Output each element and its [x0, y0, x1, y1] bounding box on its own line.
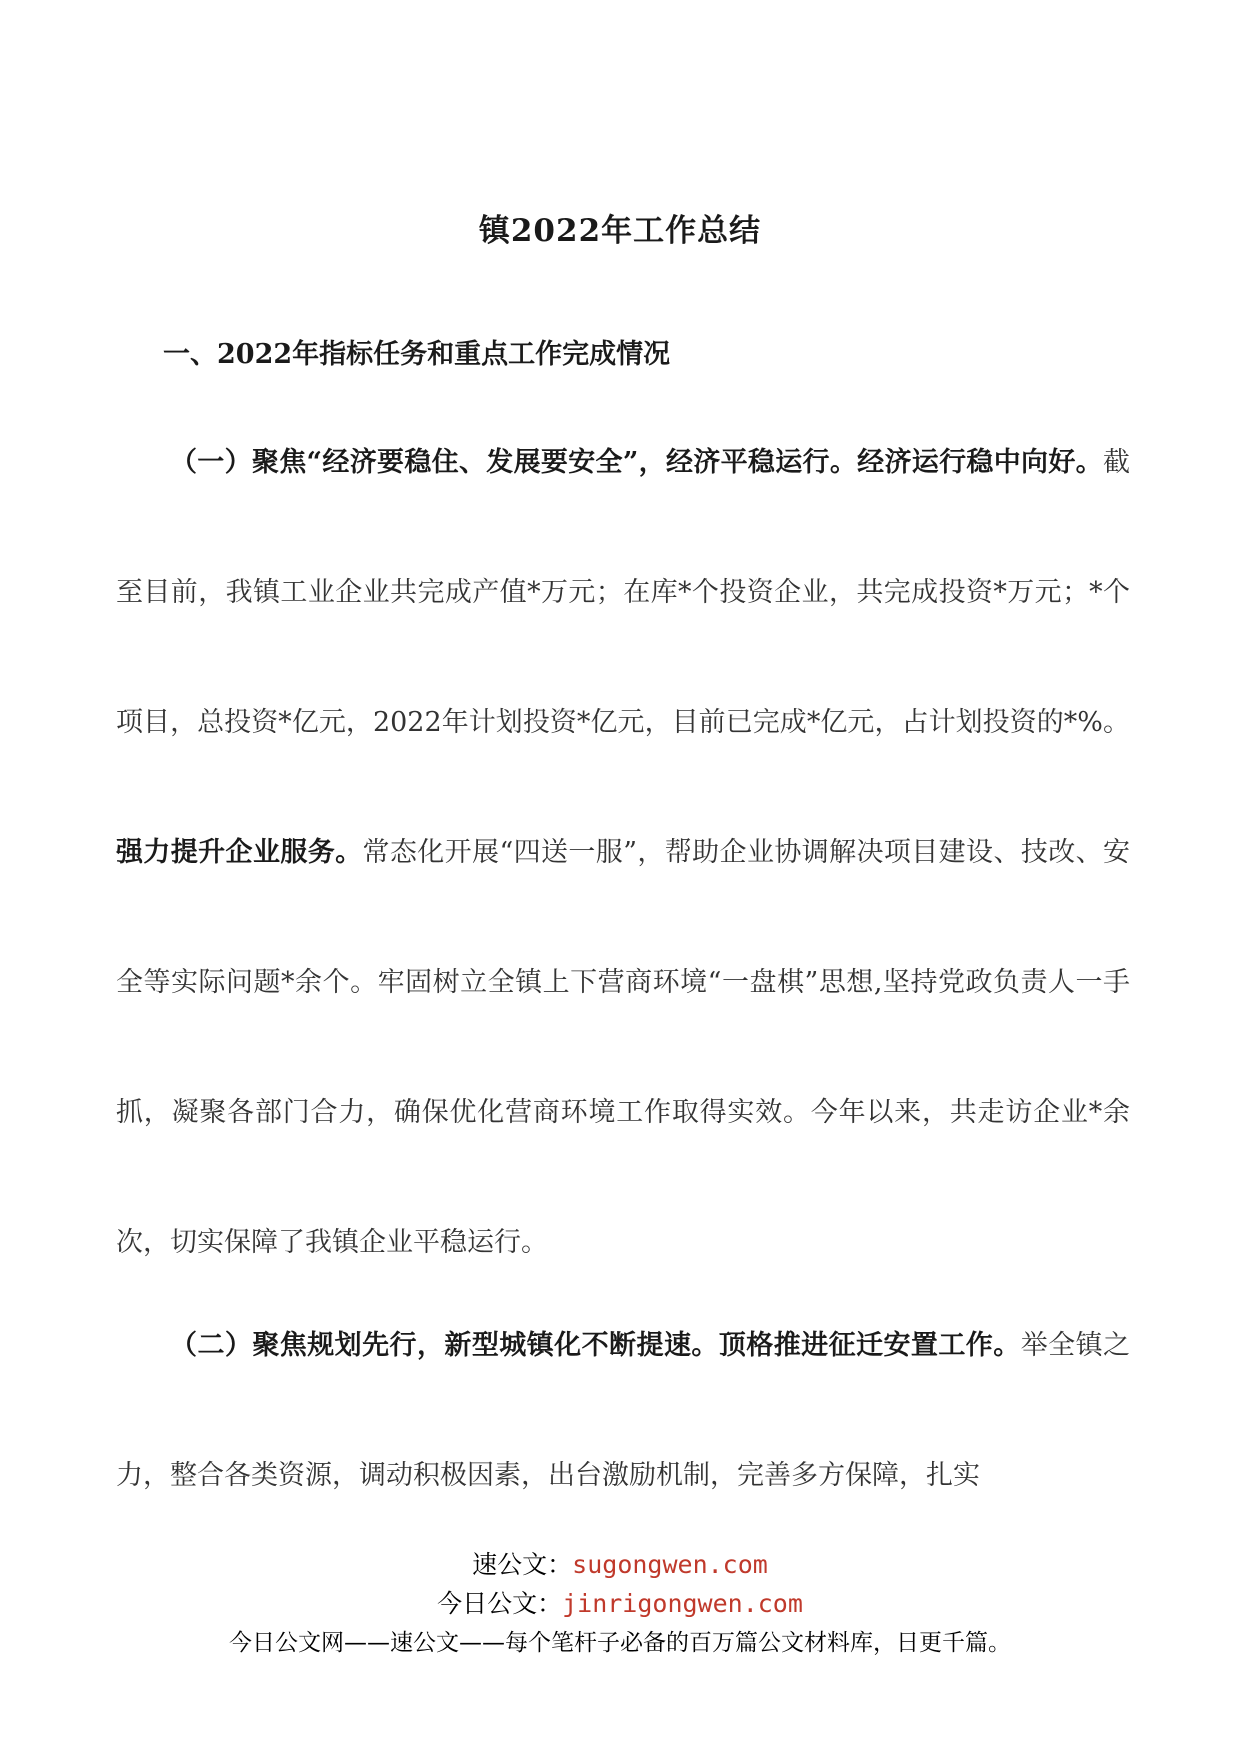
paragraph-urbanization-text-a: 举全镇之力，整合各类资源，调动积极因素，出台激励机制，完善多方保障，扎实 — [116, 1330, 1131, 1491]
paragraph-urbanization — [116, 1281, 1130, 1541]
paragraph-economy-subhead: 强力提升企业服务。 — [116, 837, 363, 868]
section-heading: 一、2022年指标任务和重点工作完成情况 — [163, 339, 671, 370]
paragraph-economy — [116, 398, 1130, 1308]
footer-sugongwen-link[interactable]: sugongwen.com — [572, 1550, 768, 1579]
paragraph-economy-text-a: 截至目前，我镇工业企业共完成产值*万元；在库*个投资企业，共完成投资*万元；*个项目，总投资*亿元，2022年计划投资*亿元，目前已完成*亿元，占计划投资的*%。 — [116, 447, 1130, 738]
paragraph-economy-text-b: 常态化开展“四送一服”，帮助企业协调解决项目建设、技改、安全等实际问题*余个。牢固树立全镇上下营商环境“一盘棋”思想,坚持党政负责人一手抓，凝聚各部门合力，确保优化营商环境工作取得实效。今年以来，共走访企业*余次，切实保障了我镇企业平稳运行。 — [116, 837, 1130, 1258]
footer-jinrigongwen — [0, 1584, 1240, 1620]
footer-jinrigongwen-label: 今日公文： — [437, 1589, 563, 1618]
document-title: 镇2022年工作总结 — [478, 213, 762, 249]
footer-jinrigongwen-link[interactable]: jinrigongwen.com — [562, 1589, 803, 1618]
footer-tagline: 今日公文网——速公文——每个笔杆子必备的百万篇公文材料库，日更千篇。 — [229, 1630, 1011, 1656]
paragraph-economy-lead: （一）聚焦“经济要稳住、发展要安全”，经济平稳运行。经济运行稳中向好。 — [170, 447, 1103, 478]
footer-sugongwen — [0, 1545, 1240, 1581]
paragraph-urbanization-lead: （二）聚焦规划先行，新型城镇化不断提速。顶格推进征迁安置工作。 — [170, 1330, 1021, 1361]
footer-sugongwen-label: 速公文： — [472, 1550, 573, 1579]
